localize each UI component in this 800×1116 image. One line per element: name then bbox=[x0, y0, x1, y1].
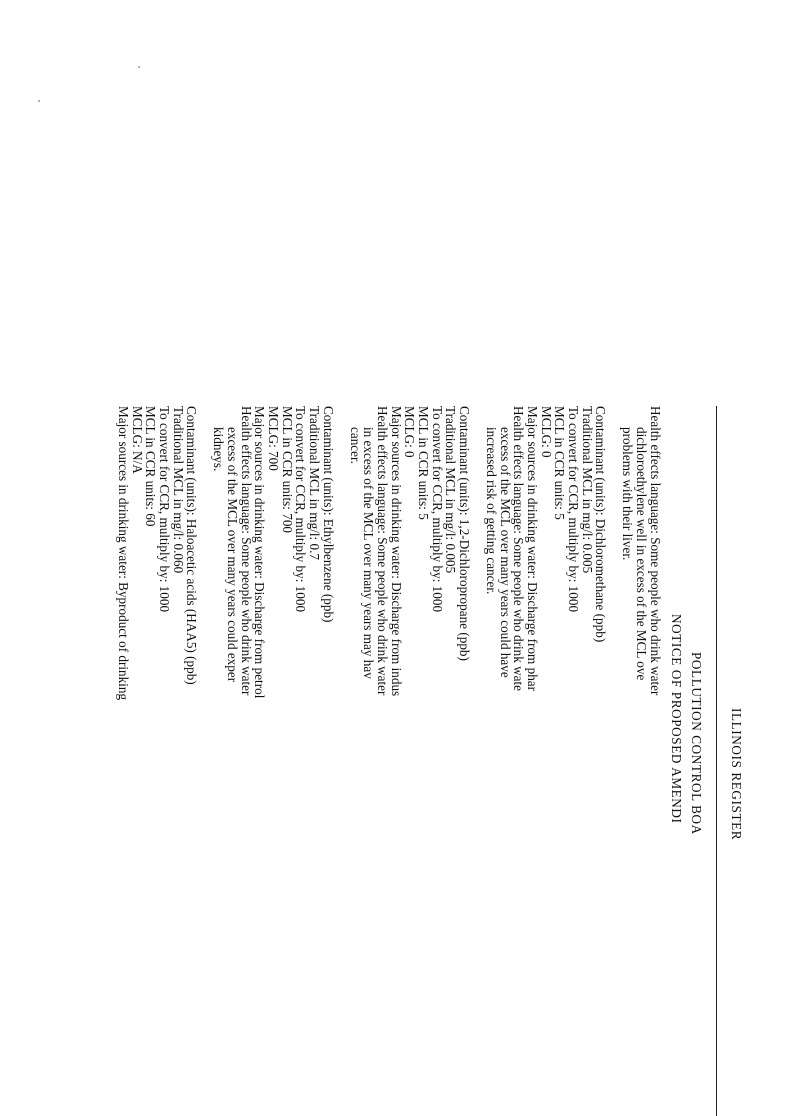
scan-speck bbox=[138, 66, 140, 68]
intro-health-line-1: Health effects language: Some people who drink water bbox=[648, 406, 663, 696]
eb-traditional-mcl: Traditional MCL in mg/l: 0.7 bbox=[307, 406, 322, 560]
haa-sources: Major sources in drinking water: Byproduct of drinking bbox=[116, 406, 131, 701]
eb-mcl-ccr: MCL in CCR units: 700 bbox=[280, 406, 295, 534]
dcm-health-line-1: Health effects language: Some people who drink wate bbox=[511, 406, 526, 692]
intro-health-line-2: dichloroethylene well in excess of the MCL ove bbox=[634, 427, 649, 681]
intro-health-line-3: problems with their liver. bbox=[620, 427, 635, 561]
dcm-traditional-mcl: Traditional MCL in mg/l: 0.005 bbox=[580, 406, 595, 574]
dcp-traditional-mcl: Traditional MCL in mg/l: 0.005 bbox=[443, 406, 458, 574]
dcp-health-line-2: in excess of the MCL over many years may hav bbox=[361, 427, 376, 679]
board-title: POLLUTION CONTROL BOA bbox=[689, 652, 704, 835]
dcp-contaminant: Contaminant (units): 1,2-Dichloropropane (ppb) bbox=[457, 406, 472, 661]
dcp-sources: Major sources in drinking water: Discharge from indus bbox=[389, 406, 404, 697]
haa-traditional-mcl: Traditional MCL in mg/l: 0.060 bbox=[171, 406, 186, 574]
dcm-mclg: MCLG: 0 bbox=[539, 406, 554, 458]
haa-convert: To convert for CCR, multiply by: 1000 bbox=[157, 406, 172, 613]
dcm-contaminant: Contaminant (units): Dichloromethane (ppb) bbox=[593, 406, 608, 643]
haa-mcl-ccr: MCL in CCR units: 60 bbox=[143, 406, 158, 527]
dcm-mcl-ccr: MCL in CCR units: 5 bbox=[552, 406, 567, 520]
dcp-mcl-ccr: MCL in CCR units: 5 bbox=[416, 406, 431, 520]
header-rule bbox=[716, 406, 717, 1116]
dcm-sources: Major sources in drinking water: Discharge from phar bbox=[525, 406, 540, 692]
eb-mclg: MCLG: 700 bbox=[266, 406, 281, 471]
haa-contaminant: Contaminant (units): Haloacetic acids (HAA5) (ppb) bbox=[184, 406, 199, 685]
haa-mclg: MCLG: N/A bbox=[130, 406, 145, 474]
eb-convert: To convert for CCR, multiply by: 1000 bbox=[293, 406, 308, 613]
scan-speck bbox=[38, 100, 40, 102]
eb-sources: Major sources in drinking water: Discharge from petrol bbox=[252, 406, 267, 699]
eb-health-line-1: Health effects language: Some people who drink water bbox=[239, 406, 254, 696]
register-title: ILLINOIS REGISTER bbox=[729, 708, 744, 841]
dcp-health-line-1: Health effects language: Some people who drink water bbox=[375, 406, 390, 696]
dcm-health-line-2: excess of the MCL over many years could have bbox=[498, 427, 513, 678]
dcp-health-line-3: cancer. bbox=[348, 427, 363, 464]
dcp-mclg: MCLG: 0 bbox=[402, 406, 417, 458]
eb-health-line-3: kidneys. bbox=[211, 427, 226, 472]
dcm-health-line-3: increased risk of getting cancer. bbox=[484, 427, 499, 595]
notice-title: NOTICE OF PROPOSED AMENDI bbox=[669, 614, 684, 824]
dcp-convert: To convert for CCR, multiply by: 1000 bbox=[430, 406, 445, 613]
eb-health-line-2: excess of the MCL over many years could exper bbox=[225, 427, 240, 683]
eb-contaminant: Contaminant (units): Ethylbenzene (ppb) bbox=[321, 406, 336, 623]
dcm-convert: To convert for CCR, multiply by: 1000 bbox=[566, 406, 581, 613]
rotated-text-block bbox=[63, 406, 743, 1106]
